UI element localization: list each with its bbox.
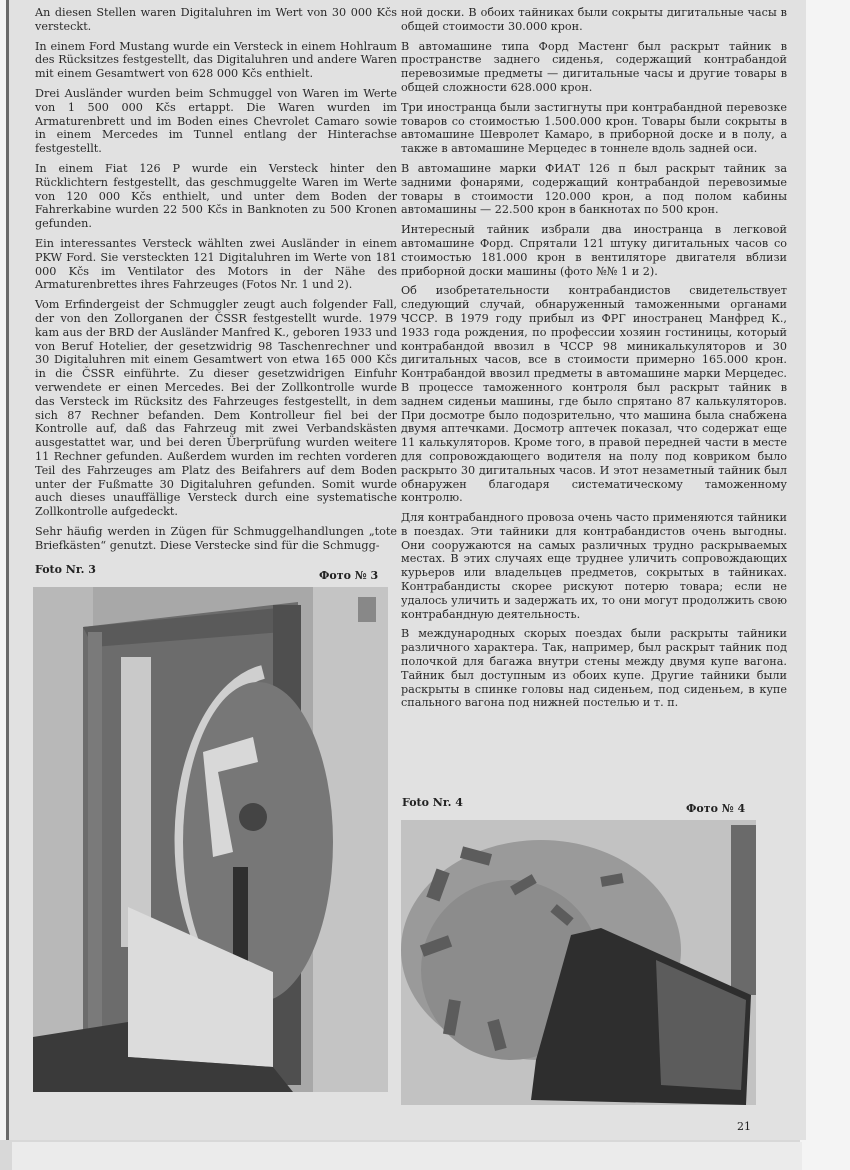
russian-column bbox=[401, 6, 787, 716]
photo-3-image bbox=[33, 587, 388, 1092]
de-paragraph: In einem Ford Mustang wurde ein Versteck in einem Hohlraum des Rücksitzes festgestellt, das Digitaluhren und andere Waren mit einem Gesamtwert von 628 000 Kčs enthielt. bbox=[35, 39, 397, 81]
photo4-caption-de: Foto Nr. 4 bbox=[402, 796, 463, 809]
magazine-page bbox=[6, 0, 806, 1140]
ru-paragraph: В автомашине типа Форд Мастенг был раскрыт тайник в пространстве заднего сиденья, содержащий контрабандой перевозимые предметы — дигитальные часы и другие товары в общей сложности 628.000 крон. bbox=[401, 39, 787, 94]
ru-paragraph: ной доски. В обоих тайниках были сокрыты дигитальные часы в общей стоимости 30.000 крон. bbox=[401, 6, 787, 33]
photo3-caption-ru: Фото № 3 bbox=[319, 569, 379, 582]
de-paragraph: Ein interessantes Versteck wählten zwei Ausländer in einem PKW Ford. Sie versteckten 121 Digitaluhren im Werte von 181 000 Kčs im Ventilator des Motors in der Nähe des Armaturenbrettes ihres Fahrzeuges (Fotos Nr. 1 und 2). bbox=[35, 236, 397, 292]
de-paragraph: Sehr häufig werden in Zügen für Schmuggelhandlungen „tote Briefkästen“ genutzt. Diese Verstecke sind für die Schmugg- bbox=[35, 524, 397, 552]
ru-paragraph: Три иностранца были застигнуты при контрабандной перевозке товаров со стоимостью 1.500.000 крон. Товары были сокрыты в автомашине Шевролет Камаро, в приборной доске и в полу, а также в автомашине Мерцедес в тоннеле вдоль задней оси. bbox=[401, 100, 787, 156]
ru-paragraph: В международных скорых поездах были раскрыты тайники различного характера. Так, например, был раскрыт тайник под полочкой для багажа внутри стены между двумя купе вагона. Тайник был доступным из обоих купе. Другие тайники были раскрыты в спинке головы над сиденьем, под сиденьем, в купе спального вагона под нижней постелью и т. п. bbox=[401, 627, 787, 710]
ru-paragraph: Интересный тайник избрали два иностранца в легковой автомашине Форд. Спрятали 121 штуку дигитальных часов со стоимостью 181.000 крон в вентиляторе двигателя вблизи приборной доски машины (фото №№ 1 и 2). bbox=[401, 223, 787, 278]
photo-4-seized-watches bbox=[401, 820, 756, 1105]
de-paragraph: An diesen Stellen waren Digitaluhren im Wert von 30 000 Kčs versteckt. bbox=[35, 6, 397, 33]
ru-paragraph: В автомашине марки ФИАТ 126 п был раскрыт тайник за задними фонарями, содержащий контрабандой перевозимые товары в стоимости 120.000 крон, а под полом кабины автомашины — 22.500 крон в банкнотах по 500 крон. bbox=[401, 161, 787, 217]
photo3-caption-de: Foto Nr. 3 bbox=[35, 563, 96, 576]
photo-3-hidden-compartment bbox=[33, 587, 388, 1092]
german-column bbox=[35, 6, 397, 558]
next-page-edge bbox=[12, 1142, 802, 1170]
de-paragraph: In einem Fiat 126 P wurde ein Versteck hinter den Rücklichtern festgestellt, das geschmuggelte Waren im Werte von 120 000 Kčs enthielt, und unter dem Boden der Fahrerkabine wurden 22 500 Kčs in Banknoten zu 500 Kronen gefunden. bbox=[35, 161, 397, 231]
photo4-caption-ru: Фото № 4 bbox=[686, 802, 746, 815]
photo-4-image bbox=[401, 820, 756, 1105]
de-paragraph: Drei Ausländer wurden beim Schmuggel von Waren im Werte von 1 500 000 Kčs ertappt. Die Waren wurden im Armaturenbrett und im Boden eines Chevrolet Camaro sowie in einem Mercedes im Tunnel entlang der Hinterachse festgestellt. bbox=[35, 86, 397, 156]
de-paragraph: Vom Erfindergeist der Schmuggler zeugt auch folgender Fall, der von den Zollorganen der ČSSR festgestellt wurde. 1979 kam aus der BRD der Ausländer Manfred K., geboren 1933 und von Beruf Hotelier, der gesetzwidrig 98 Taschenrechner und 30 Digitaluhren mit einem Gesamtwert von etwa 165 000 Kčs in die ČSSR einführte. Zu dieser gesetzwidrigen Einfuhr verwendete er einen Mercedes. Bei der Zollkontrolle wurde das Versteck im Rücksitz des Fahrzeuges festgestellt, in dem sich 87 Rechner befanden. Dem Kontrolleur fiel bei der Kontrolle auf, daß das Fahrzeug mit zwei Verbandskästen ausgestattet war, und bei deren Überprüfung wurden weitere 11 Rechner gefunden. Außerdem wurden im rechten vorderen Teil des Fahrzeuges am Platz des Beifahrers auf dem Boden unter der Fußmatte 30 Digitaluhren gefunden. Somit wurde auch dieses unauffällige Versteck durch eine systematische Zollkontrolle aufgedeckt. bbox=[35, 298, 397, 519]
ru-paragraph: Об изобретательности контрабандистов свидетельствует следующий случай, обнаруженный таможенными органами ЧССР. В 1979 году прибыл из ФРГ иностранец Манфред К., 1933 года рождения, по профессии хозяин гостиницы, который контрабандой ввозил в ЧССР 98 миникалькуляторов и 30 дигитальных часов, все в стоимости примерно 165.000 крон. Контрабандой ввозил предметы в автомашине марки Мерцедес. В процессе таможенного контроля был раскрыт тайник в заднем сиденьи машины, где было спрятано 87 калькуляторов. При досмотре было подозрительно, что машина была снабжена двумя аптечками. Досмотр аптечек показал, что содержат еще 11 калькуляторов. Кроме того, в правой передней части в месте для сопровождающего водителя на полу под ковриком было раскрыто 30 дигитальных часов. И этот незаметный тайник был обнаружен благодаря систематическому таможенному контролю. bbox=[401, 284, 787, 505]
page-number: 21 bbox=[737, 1120, 751, 1133]
ru-paragraph: Для контрабандного провоза очень часто применяются тайники в поездах. Эти тайники для контрабандистов очень выгодны. Они сооружаются на самых различных трудно раскрываемых местах. В этих случаях еще труднее уличить сопровождающих курьеров или владельцев предметов, сокрытых в тайниках. Контрабандисты скорее рискуют потерю товара; если не удалось уличить и задержать их, то они могут продолжить свою контрабандную деятельность. bbox=[401, 511, 787, 621]
